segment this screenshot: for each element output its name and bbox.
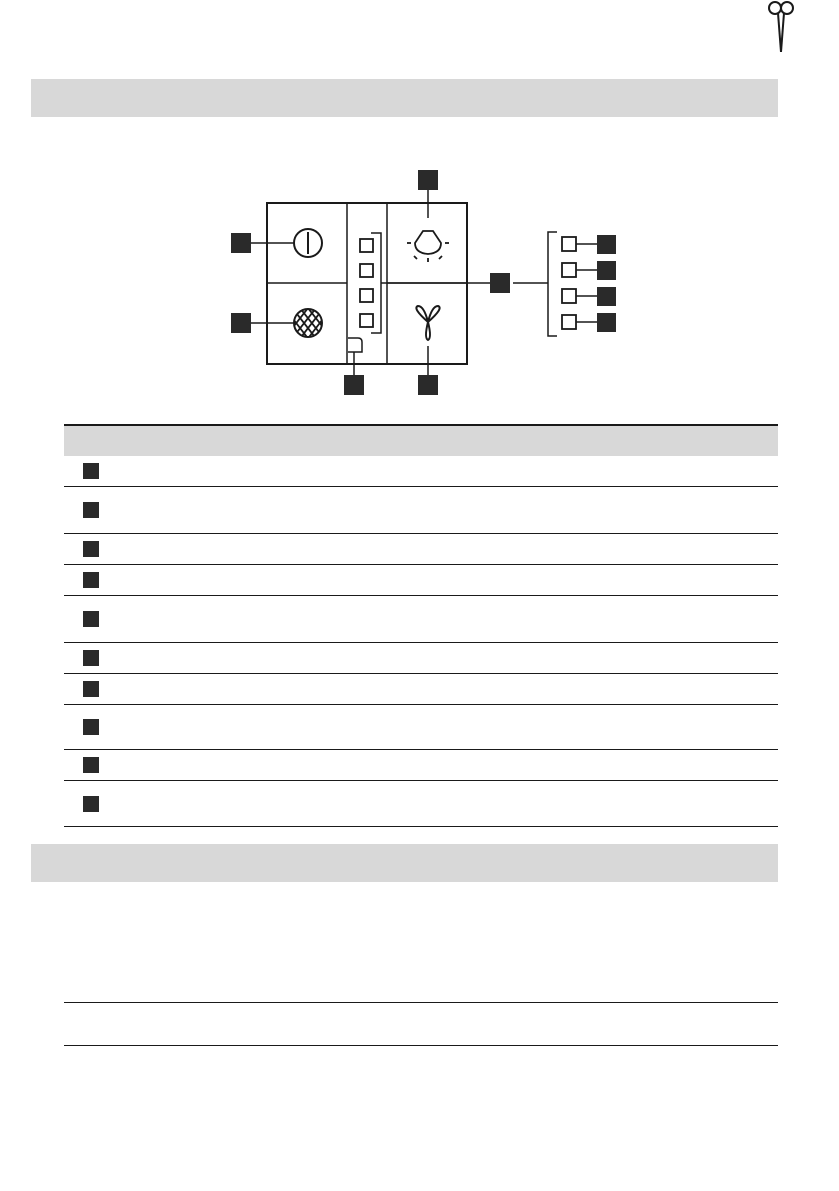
table-row [64,596,778,643]
row-marker [83,796,99,812]
grease-filter-icon [290,303,326,341]
divider [64,1045,778,1046]
section-header-bar [31,844,778,882]
callout-marker [344,375,364,395]
row-marker [83,719,99,735]
table-row [64,674,778,705]
row-marker [83,541,99,557]
table-row [64,781,778,827]
divider [64,1002,778,1003]
row-marker [83,502,99,518]
sensor-indicator [348,338,362,352]
table-row [64,750,778,781]
callout-marker [597,261,616,280]
table-row [64,565,778,596]
row-marker [83,650,99,666]
row-marker [83,463,99,479]
row-marker [83,757,99,773]
callout-marker [231,233,251,253]
indicator-squares-right [562,237,576,329]
callout-marker [418,170,438,190]
callout-marker [597,313,616,332]
control-panel-diagram [0,0,839,420]
callout-marker [231,313,251,333]
indicator-squares-left [360,239,373,327]
row-marker [83,611,99,627]
row-marker [83,681,99,697]
table-row [64,534,778,565]
callout-marker [597,287,616,306]
table-row [64,456,778,487]
table-row [64,643,778,674]
row-marker [83,572,99,588]
description-table [64,424,778,827]
callout-marker [597,235,616,254]
table-row [64,705,778,750]
table-header [64,424,778,456]
power-icon [294,229,322,257]
table-row [64,487,778,534]
callout-marker [418,375,438,395]
light-bulb-icon [407,231,449,262]
callout-marker [490,273,510,293]
fan-icon [416,306,439,340]
